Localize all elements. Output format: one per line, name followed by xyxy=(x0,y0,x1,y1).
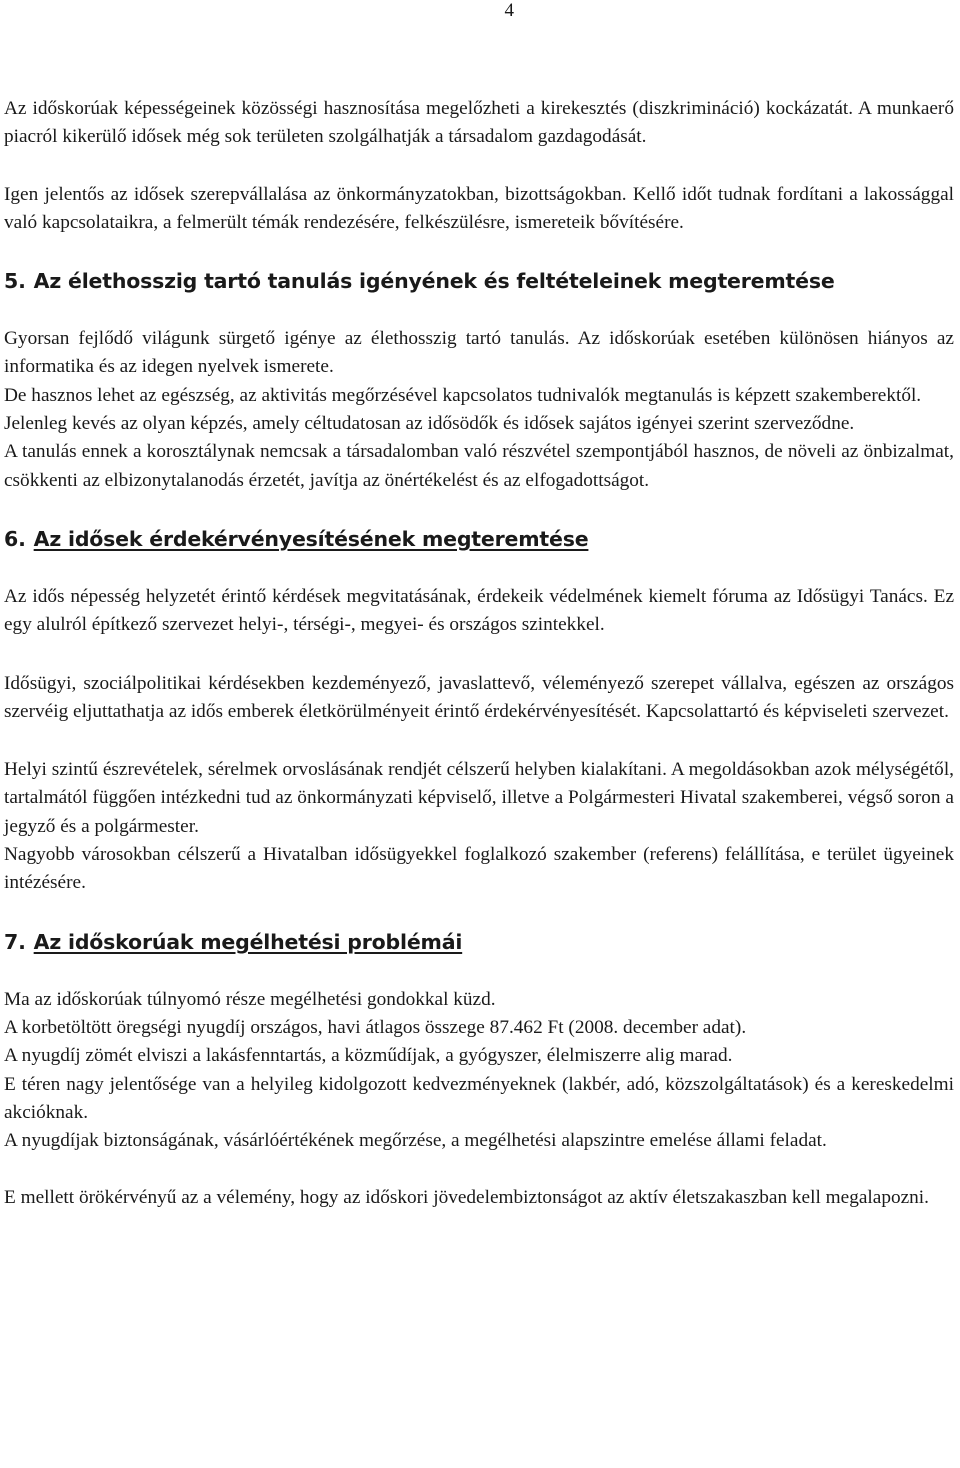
page-number: 4 xyxy=(504,0,514,21)
paragraph-discounts: E téren nagy jelentősége van a helyileg kidolgozott kedvezményeknek (lakbér, adó, közszolgáltatások) és a kereskedelmi akcióknak. xyxy=(4,1073,954,1123)
section-6-number: 6. xyxy=(4,526,26,551)
paragraph-state-task: A nyugdíjak biztonságának, vásárlóértékének megőrzése, a megélhetési alapszintre emelése állami feladat. xyxy=(4,1130,827,1152)
paragraph-pension-expenses: A nyugdíj zömét elviszi a lakásfenntartás, a közműdíjak, a gyógyszer, élelmiszerre alig marad. xyxy=(4,1045,733,1067)
section-7-number: 7. xyxy=(4,929,26,954)
paragraph-health-knowledge: De hasznos lehet az egészség, az aktivitás megőrzésével kapcsolatos tudnivalók megtanulás is képzett szakemberektől. xyxy=(4,384,922,406)
section-6-heading xyxy=(4,524,954,554)
paragraph-training-lack: Jelenleg kevés az olyan képzés, amely céltudatosan az idősödők és idősek sajátos igényei szerint szerveződne. xyxy=(4,413,855,435)
section-7-heading xyxy=(4,927,954,957)
paragraph-livelihood: Ma az időskorúak túlnyomó része megélhetési gondokkal küzd. xyxy=(4,988,496,1010)
paragraph-local-government: Igen jelentős az idősek szerepvállalása az önkormányzatokban, bizottságokban. Kellő időt tudnak fordítani a lakossággal való kapcsolataikra, a felmerült témák rendezésére, felkészülésre, ismereteik bővítésére. xyxy=(4,183,954,233)
paragraph-council-forum: Az idős népesség helyzetét érintő kérdések megvitatásának, érdekeik védelmének kiemelt fóruma az Idősügyi Tanács. Ez egy alulról építkező szervezet helyi-, térségi-, megyei- és országos szintekkel. xyxy=(4,585,954,636)
section-5-heading xyxy=(4,266,954,296)
paragraph-lifelong-learning: Gyorsan fejlődő világunk sürgető igénye az élethosszig tartó tanulás. Az időskorúak esetében különösen hiányos az informatika és az idegen nyelvek ismerete. xyxy=(4,328,954,378)
document-body xyxy=(4,95,954,1213)
paragraph-local-remedy: Helyi szintű észrevételek, sérelmek orvoslásának rendjét célszerű helyben kialakítani. A megoldásokban azok mélységétől, tartalmától függően intézkedni tud az önkormányzati képviselő, illetve a Polgármesteri Hivatal szakemberei, végső soron a jegyző és a polgármester. xyxy=(4,759,954,837)
section-5-number: 5. xyxy=(4,269,26,294)
section-5-title: Az élethosszig tartó tanulás igényének és feltételeinek megteremtése xyxy=(33,269,835,294)
paragraph-intro: Az időskorúak képességeinek közösségi hasznosítása megelőzheti a kirekesztés (diszkrimináció) kockázatát. A munkaerő piacról kikerülő idősek még sok területen szolgálhatják a társadalom gazdagodását. xyxy=(4,98,954,148)
paragraph-income-security: E mellett örökérvényű az a vélemény, hogy az időskori jövedelembiztonságot az aktív életszakaszban kell megalapozni. xyxy=(4,1187,929,1209)
paragraph-referent: Nagyobb városokban célszerű a Hivatalban idősügyekkel foglalkozó szakember (referens) felállítása, e terület ügyeinek intézésére. xyxy=(4,844,954,894)
paragraph-council-role: Idősügyi, szociálpolitikai kérdésekben kezdeményező, javaslattevő, véleményező szerepet vállalva, egészen az országos szervéig eljuttathatja az idős emberek életkörülményeit érintő érdekérvényesítését. Kapcsolattartó és képviseleti szervezet. xyxy=(4,672,954,722)
paragraph-pension-average: A korbetöltött öregségi nyugdíj országos, havi átlagos összege 87.462 Ft (2008. december adat). xyxy=(4,1016,747,1038)
paragraph-learning-benefits: A tanulás ennek a korosztálynak nemcsak a társadalomban való részvétel szempontjából hasznos, de növeli az önbizalmat, csökkenti az elbizonytalanodás érzetét, javítja az önértékelést és az elfogadottságot. xyxy=(4,441,954,491)
section-7-title: Az időskorúak megélhetési problémái xyxy=(33,929,463,954)
section-6-title: Az idősek érdekérvényesítésének megteremtése xyxy=(33,526,589,551)
